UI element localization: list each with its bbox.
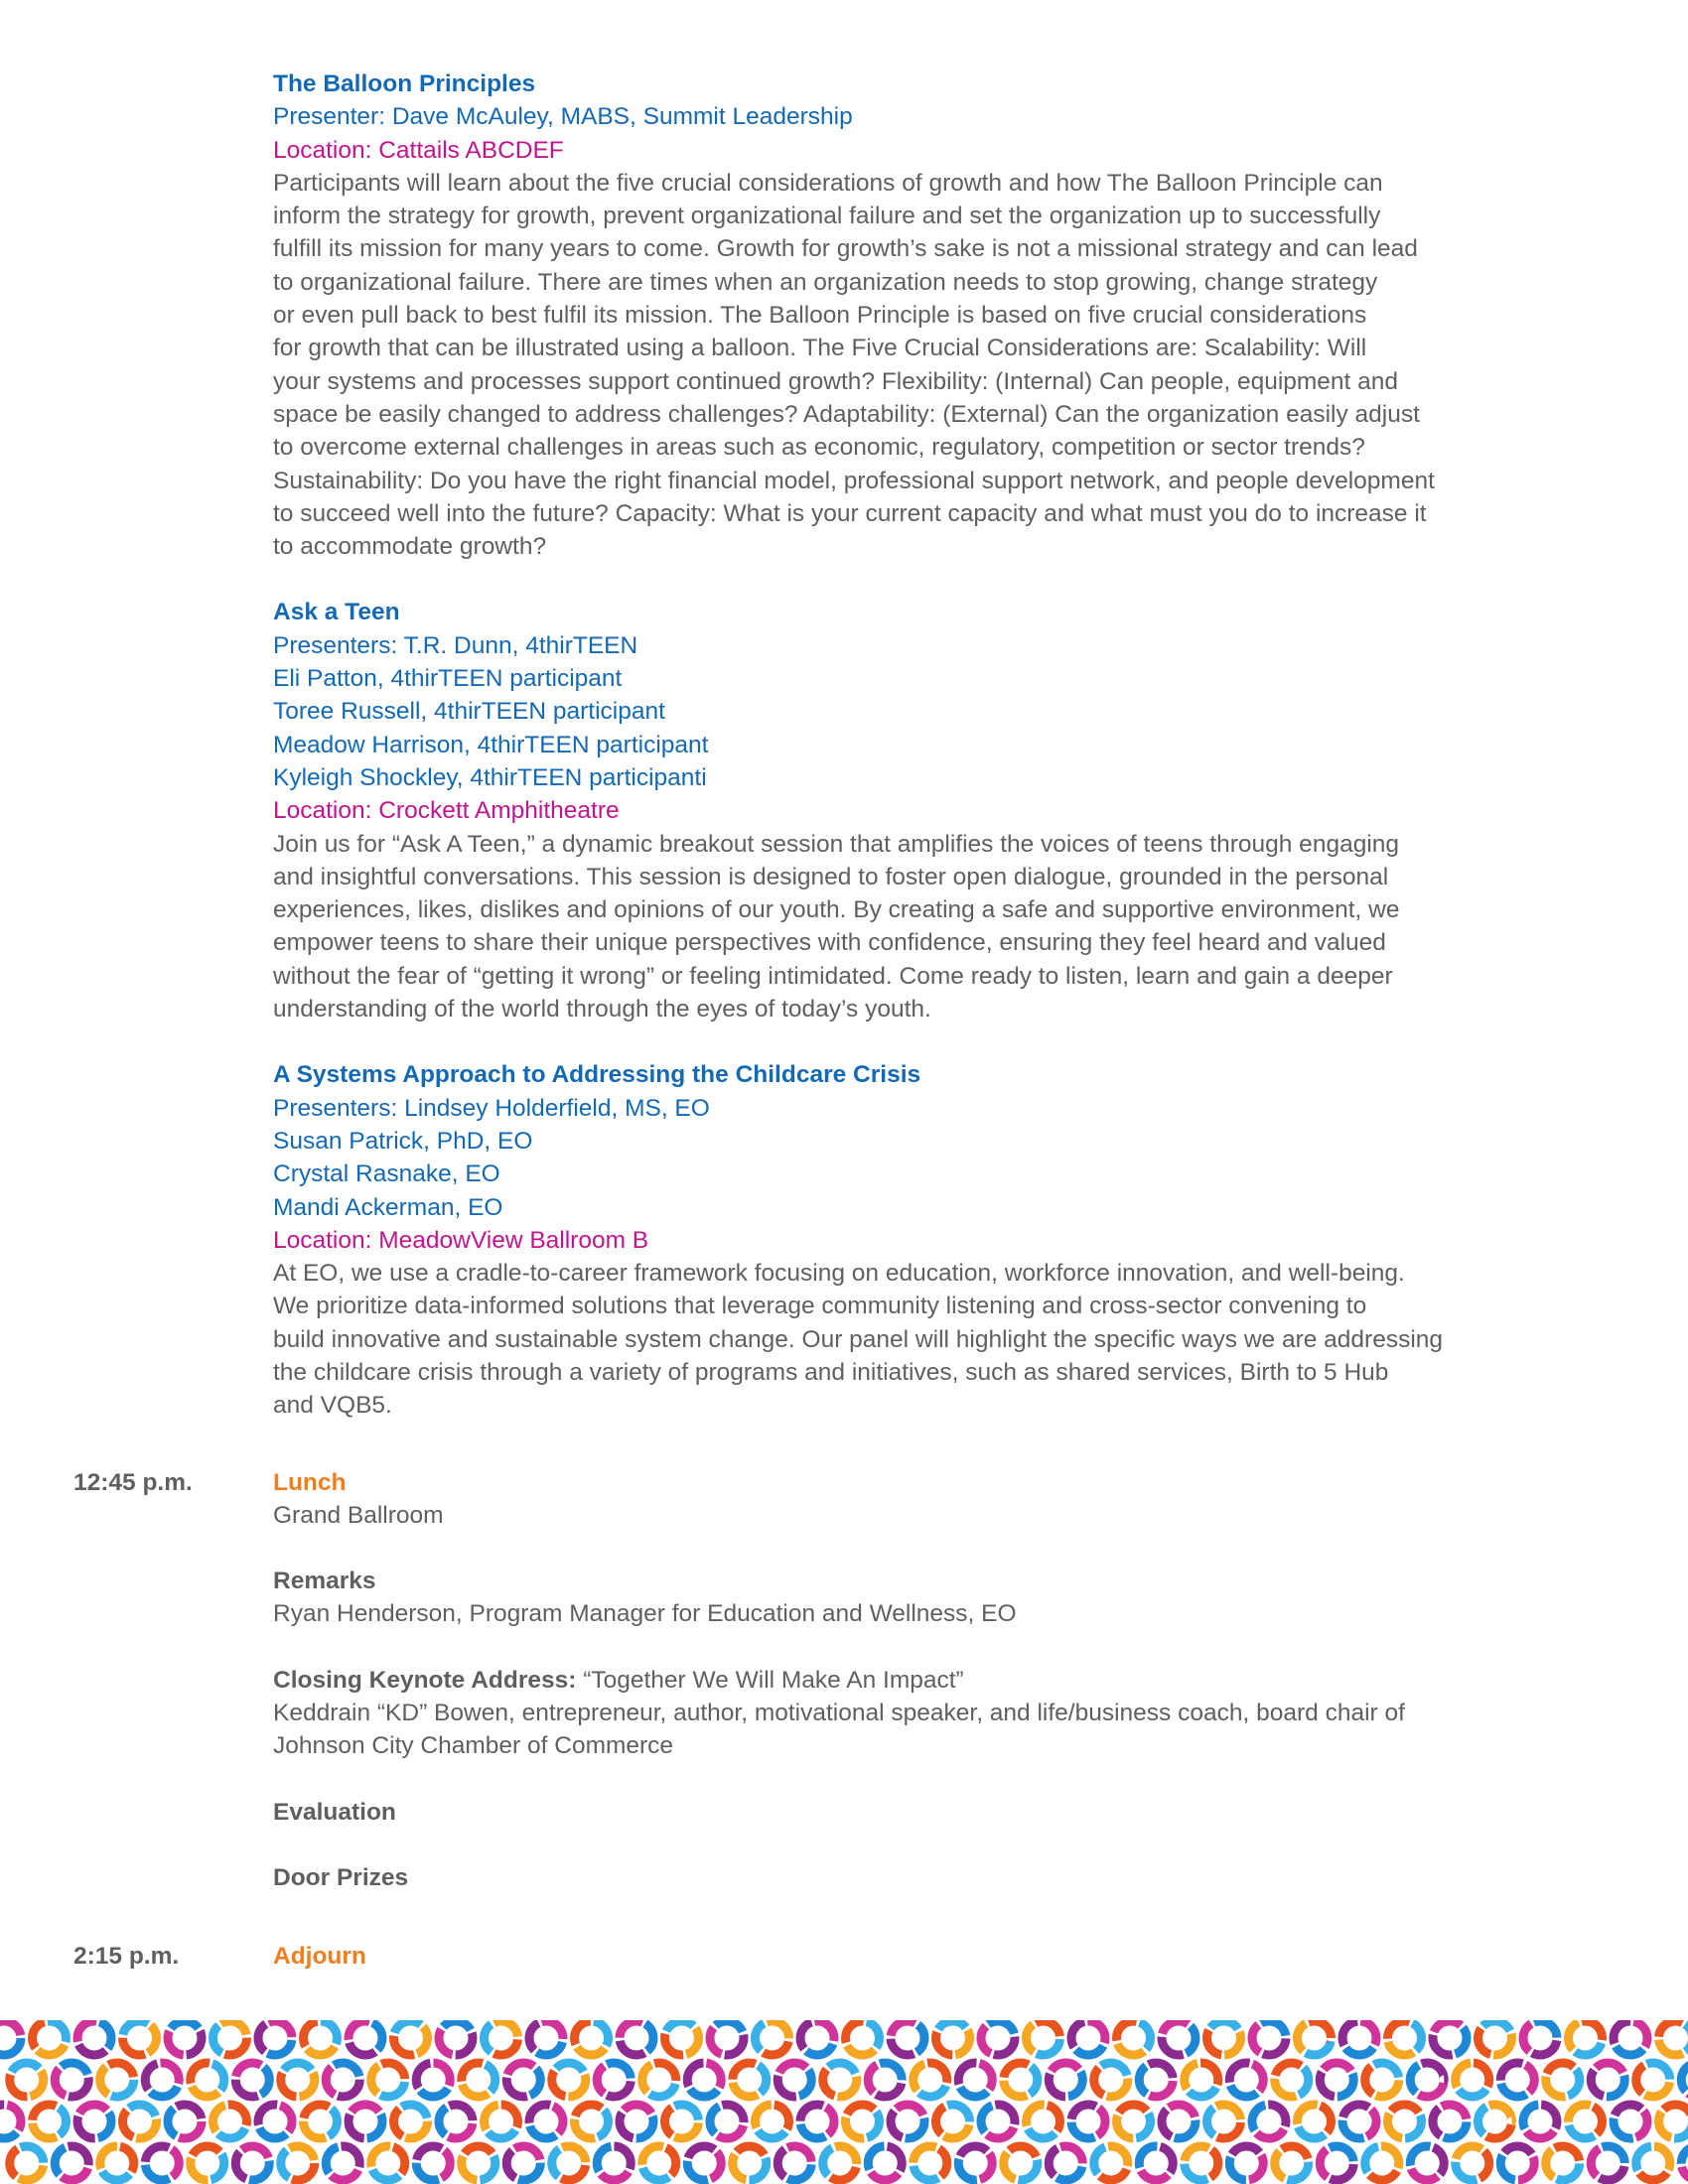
lunch-location: Grand Ballroom bbox=[273, 1501, 444, 1529]
session-presenter: Presenter: Dave McAuley, MABS, Summit Leadership bbox=[273, 103, 853, 131]
ring-ornament bbox=[620, 2021, 653, 2055]
ring-ornament bbox=[823, 2146, 857, 2180]
description-line: to overcome external challenges in areas such as economic, regulatory, competition or sector trends? bbox=[273, 434, 1365, 462]
remarks-heading: Remarks bbox=[273, 1568, 376, 1595]
description-line: experiences, likes, dislikes and opinions of our youth. By creating a safe and supportive environment, we bbox=[273, 896, 1400, 924]
ring-ornament bbox=[439, 2105, 473, 2138]
ring-ornament bbox=[485, 2021, 518, 2055]
ring-ornament bbox=[235, 2063, 269, 2097]
session-title: Ask a Teen bbox=[273, 599, 400, 626]
ring-ornament bbox=[1298, 2105, 1332, 2138]
session-location: Location: MeadowView Ballroom B bbox=[273, 1226, 649, 1254]
ring-ornament bbox=[665, 2021, 699, 2055]
ring-ornament bbox=[1094, 2063, 1128, 2097]
ring-ornament bbox=[1410, 2063, 1444, 2097]
ring-ornament bbox=[1027, 2105, 1060, 2138]
ring-ornament bbox=[1298, 2021, 1332, 2055]
ring-ornament bbox=[756, 2021, 789, 2055]
ring-ornament bbox=[710, 2021, 744, 2055]
description-line: and VQB5. bbox=[273, 1392, 392, 1420]
ring-ornament bbox=[1320, 2146, 1353, 2180]
ring-ornament bbox=[1659, 2021, 1688, 2055]
ring-ornament bbox=[1614, 2105, 1647, 2138]
ring-ornament bbox=[891, 2021, 924, 2055]
description-line: or even pull back to best fulfil its mission. The Balloon Principle is based on five crucial considerations bbox=[273, 302, 1367, 330]
ring-ornament bbox=[1636, 2146, 1670, 2180]
ring-ornament bbox=[1614, 2021, 1647, 2055]
ring-ornament bbox=[914, 2146, 947, 2180]
session-presenter: Toree Russell, 4thirTEEN participant bbox=[273, 698, 665, 726]
ring-ornament bbox=[33, 2105, 67, 2138]
ring-ornament bbox=[597, 2063, 631, 2097]
ring-ornament bbox=[1004, 2146, 1038, 2180]
ring-ornament bbox=[394, 2105, 428, 2138]
ring-ornament bbox=[868, 2146, 902, 2180]
ring-ornament bbox=[371, 2063, 405, 2097]
ring-ornament bbox=[529, 2105, 563, 2138]
session-description bbox=[273, 167, 1623, 564]
decorative-circle-pattern bbox=[0, 2020, 1688, 2184]
ring-ornament bbox=[846, 2105, 880, 2138]
adjourn-time: 2:15 p.m. bbox=[73, 1943, 180, 1971]
ring-ornament bbox=[506, 2146, 540, 2180]
ring-ornament bbox=[55, 2063, 88, 2097]
ring-ornament bbox=[77, 2021, 111, 2055]
ring-ornament bbox=[394, 2021, 428, 2055]
ring-ornament bbox=[1591, 2063, 1624, 2097]
keynote-heading: Closing Keynote Address: bbox=[273, 1666, 577, 1694]
session-title: The Balloon Principles bbox=[273, 70, 536, 97]
ring-ornament bbox=[77, 2105, 111, 2138]
ring-ornament bbox=[981, 2021, 1015, 2055]
ring-ornament bbox=[123, 2105, 157, 2138]
ring-ornament bbox=[281, 2063, 315, 2097]
ring-ornament bbox=[1162, 2105, 1196, 2138]
ring-ornament bbox=[1027, 2021, 1060, 2055]
ring-ornament bbox=[575, 2105, 609, 2138]
session-presenter: Presenters: Lindsey Holderfield, MS, EO bbox=[273, 1094, 710, 1122]
session-presenter: Eli Patton, 4thirTEEN participant bbox=[273, 665, 623, 693]
ring-ornament bbox=[846, 2021, 880, 2055]
ring-ornament bbox=[1433, 2021, 1467, 2055]
description-line: inform the strategy for growth, prevent organizational failure and set the organization up to successfully bbox=[273, 203, 1381, 230]
ring-ornament bbox=[710, 2105, 744, 2138]
ring-ornament bbox=[145, 2063, 179, 2097]
ring-ornament bbox=[1342, 2105, 1376, 2138]
ring-ornament bbox=[733, 2063, 767, 2097]
description-line: build innovative and sustainable system change. Our panel will highlight the specific ways we are addressing bbox=[273, 1325, 1444, 1353]
ring-ornament bbox=[439, 2021, 473, 2055]
ring-ornament bbox=[10, 2063, 44, 2097]
session-presenter: Susan Patrick, PhD, EO bbox=[273, 1127, 533, 1155]
ring-ornament bbox=[506, 2063, 540, 2097]
ring-ornament bbox=[1591, 2146, 1624, 2180]
ring-ornament bbox=[1275, 2146, 1309, 2180]
ring-ornament bbox=[281, 2146, 315, 2180]
ring-ornament bbox=[258, 2105, 292, 2138]
adjourn-title: Adjourn bbox=[273, 1943, 366, 1971]
ring-ornament bbox=[304, 2021, 338, 2055]
ring-ornament bbox=[1094, 2146, 1128, 2180]
ring-ornament bbox=[416, 2146, 450, 2180]
description-line: to succeed well into the future? Capacity: What is your current capacity and what must you do to increase it bbox=[273, 499, 1427, 527]
description-line: empower teens to share their unique perspectives with confidence, ensuring they feel heard and valued bbox=[273, 929, 1386, 957]
ring-ornament bbox=[936, 2105, 970, 2138]
ring-ornament bbox=[168, 2105, 202, 2138]
ring-ornament bbox=[1252, 2105, 1286, 2138]
ring-ornament bbox=[1500, 2063, 1534, 2097]
ring-ornament bbox=[1659, 2105, 1688, 2138]
ring-ornament bbox=[100, 2063, 134, 2097]
ring-ornament bbox=[1185, 2146, 1218, 2180]
ring-ornament bbox=[1207, 2105, 1241, 2138]
ring-ornament bbox=[800, 2021, 834, 2055]
ring-ornament bbox=[123, 2021, 157, 2055]
ring-ornament bbox=[1546, 2146, 1580, 2180]
ring-ornament bbox=[868, 2063, 902, 2097]
ring-ornament bbox=[304, 2105, 338, 2138]
evaluation: Evaluation bbox=[273, 1798, 396, 1826]
session-description bbox=[273, 828, 1623, 1026]
session-balloon-principles bbox=[273, 68, 1623, 563]
ring-ornament bbox=[1546, 2063, 1580, 2097]
ring-ornament bbox=[800, 2105, 834, 2138]
ring-ornament bbox=[213, 2105, 247, 2138]
ring-ornament bbox=[823, 2063, 857, 2097]
ring-ornament bbox=[958, 2146, 992, 2180]
ring-ornament bbox=[936, 2021, 970, 2055]
description-line: and insightful conversations. This session is designed to foster open dialogue, grounded in the personal bbox=[273, 863, 1389, 890]
ring-ornament bbox=[891, 2105, 924, 2138]
ring-ornament bbox=[0, 2021, 21, 2055]
lunch-block bbox=[73, 1466, 1623, 1895]
ring-ornament bbox=[552, 2063, 586, 2097]
ring-ornament bbox=[981, 2105, 1015, 2138]
remarks-text: Ryan Henderson, Program Manager for Education and Wellness, EO bbox=[273, 1600, 1017, 1628]
session-presenter: Kyleigh Shockley, 4thirTEEN participanti bbox=[273, 763, 707, 791]
ring-segment bbox=[1681, 2063, 1688, 2097]
ring-ornament bbox=[1523, 2105, 1557, 2138]
description-line: to organizational failure. There are times when an organization needs to stop growing, change strategy bbox=[273, 268, 1378, 296]
lunch-time: 12:45 p.m. bbox=[73, 1468, 193, 1496]
keynote-title: “Together We Will Make An Impact” bbox=[576, 1666, 964, 1694]
ring-ornament bbox=[1569, 2021, 1603, 2055]
ring-ornament bbox=[1569, 2105, 1603, 2138]
ring-ornament bbox=[1229, 2063, 1263, 2097]
ring-ornament bbox=[1388, 2021, 1422, 2055]
ring-ornament bbox=[1071, 2021, 1105, 2055]
ring-ornament bbox=[1636, 2063, 1670, 2097]
ring-ornament bbox=[552, 2146, 586, 2180]
ring-ornament bbox=[1478, 2021, 1512, 2055]
ring-ornament bbox=[1365, 2063, 1399, 2097]
description-line: We prioritize data-informed solutions that leverage community listening and cross-sector convening to bbox=[273, 1293, 1367, 1320]
ring-ornament bbox=[371, 2146, 405, 2180]
description-line: the childcare crisis through a variety of programs and initiatives, such as shared services, Birth to 5 Hub bbox=[273, 1358, 1389, 1386]
ring-ornament bbox=[687, 2146, 721, 2180]
lunch-title: Lunch bbox=[273, 1468, 347, 1496]
ring-ornament bbox=[10, 2146, 44, 2180]
ring-ornament bbox=[1433, 2105, 1467, 2138]
session-presenter: Presenters: T.R. Dunn, 4thirTEEN bbox=[273, 631, 638, 659]
ring-ornament bbox=[1004, 2063, 1038, 2097]
description-line: space be easily changed to address challenges? Adaptability: (External) Can the organization easily adjust bbox=[273, 400, 1420, 428]
ring-ornament bbox=[914, 2063, 947, 2097]
description-line: Join us for “Ask A Teen,” a dynamic breakout session that amplifies the voices of teens through engaging bbox=[273, 830, 1400, 858]
ring-ornament bbox=[100, 2146, 134, 2180]
ring-ornament bbox=[575, 2021, 609, 2055]
ring-ornament bbox=[235, 2146, 269, 2180]
ring-ornament bbox=[733, 2146, 767, 2180]
ring-ornament bbox=[777, 2063, 811, 2097]
session-description bbox=[273, 1257, 1623, 1422]
ring-ornament bbox=[1456, 2063, 1489, 2097]
agenda-content bbox=[73, 68, 1623, 1974]
ring-ornament bbox=[1252, 2021, 1286, 2055]
description-line: Sustainability: Do you have the right financial model, professional support network, and people development bbox=[273, 467, 1435, 494]
ring-ornament bbox=[1365, 2146, 1399, 2180]
description-line: without the fear of “getting it wrong” or feeling intimidated. Come ready to listen, learn and gain a deeper bbox=[273, 962, 1393, 990]
ring-ornament bbox=[416, 2063, 450, 2097]
session-ask-a-teen bbox=[273, 596, 1623, 1025]
ring-ornament bbox=[1410, 2146, 1444, 2180]
door-prizes: Door Prizes bbox=[273, 1863, 409, 1891]
ring-ornament bbox=[1162, 2021, 1196, 2055]
ring-ornament bbox=[191, 2063, 224, 2097]
ring-ornament bbox=[642, 2146, 676, 2180]
ring-ornament bbox=[349, 2105, 382, 2138]
ring-ornament bbox=[258, 2021, 292, 2055]
description-line: to accommodate growth? bbox=[273, 533, 547, 561]
ring-ornament bbox=[620, 2105, 653, 2138]
ring-ornament bbox=[1500, 2146, 1534, 2180]
ring-ornament bbox=[349, 2021, 382, 2055]
ring-ornament bbox=[462, 2146, 495, 2180]
ring-ornament bbox=[597, 2146, 631, 2180]
ring-ornament bbox=[1117, 2021, 1151, 2055]
session-location: Location: Crockett Amphitheatre bbox=[273, 797, 620, 825]
ring-ornament bbox=[1049, 2063, 1082, 2097]
description-line: for growth that can be illustrated using a balloon. The Five Crucial Considerations are: Scalability: Will bbox=[273, 335, 1367, 362]
description-line: understanding of the world through the eyes of today’s youth. bbox=[273, 996, 931, 1024]
session-title: A Systems Approach to Addressing the Childcare Crisis bbox=[273, 1061, 921, 1089]
ring-ornament bbox=[326, 2063, 359, 2097]
ring-ornament bbox=[462, 2063, 495, 2097]
session-childcare-crisis bbox=[273, 1058, 1623, 1422]
ring-ornament bbox=[1049, 2146, 1082, 2180]
ring-ornament bbox=[1185, 2063, 1218, 2097]
ring-ornament bbox=[665, 2105, 699, 2138]
session-presenter: Crystal Rasnake, EO bbox=[273, 1160, 500, 1188]
keynote-speaker: Johnson City Chamber of Commerce bbox=[273, 1732, 674, 1760]
ring-ornament bbox=[33, 2021, 67, 2055]
session-location: Location: Cattails ABCDEF bbox=[273, 136, 564, 164]
ring-ornament bbox=[642, 2063, 676, 2097]
description-line: Participants will learn about the five crucial considerations of growth and how The Balloon Principle can bbox=[273, 169, 1383, 197]
ring-ornament bbox=[756, 2105, 789, 2138]
description-line: At EO, we use a cradle-to-career framework focusing on education, workforce innovation, and well-being. bbox=[273, 1260, 1405, 1288]
ring-ornament bbox=[0, 2105, 21, 2138]
ring-ornament bbox=[1456, 2146, 1489, 2180]
ring-ornament bbox=[1478, 2105, 1512, 2138]
ring-ornament bbox=[529, 2021, 563, 2055]
ring-ornament bbox=[168, 2021, 202, 2055]
ring-ornament bbox=[1071, 2105, 1105, 2138]
ring-ornament bbox=[1523, 2021, 1557, 2055]
ring-ornament bbox=[687, 2063, 721, 2097]
ring-ornament bbox=[485, 2105, 518, 2138]
session-presenter: Meadow Harrison, 4thirTEEN participant bbox=[273, 731, 709, 758]
ring-ornament bbox=[1681, 2063, 1688, 2097]
keynote-line bbox=[273, 1664, 1623, 1697]
ring-ornament bbox=[213, 2021, 247, 2055]
ring-ornament bbox=[1139, 2063, 1173, 2097]
ring-ornament bbox=[55, 2146, 88, 2180]
ring-ornament bbox=[1117, 2105, 1151, 2138]
ring-ornament bbox=[145, 2146, 179, 2180]
ring-ornament bbox=[1229, 2146, 1263, 2180]
ring-ornament bbox=[326, 2146, 359, 2180]
ring-ornament bbox=[777, 2146, 811, 2180]
ring-ornament bbox=[1388, 2105, 1422, 2138]
description-line: your systems and processes support continued growth? Flexibility: (Internal) Can people, equipment and bbox=[273, 367, 1399, 395]
adjourn-block bbox=[73, 1940, 1623, 1973]
session-presenter: Mandi Ackerman, EO bbox=[273, 1193, 503, 1221]
ring-ornament bbox=[1275, 2063, 1309, 2097]
ring-ornament bbox=[1320, 2063, 1353, 2097]
description-line: fulfill its mission for many years to come. Growth for growth’s sake is not a missional strategy and can lead bbox=[273, 235, 1418, 263]
ring-ornament bbox=[1139, 2146, 1173, 2180]
ring-ornament bbox=[1342, 2021, 1376, 2055]
ring-ornament bbox=[958, 2063, 992, 2097]
ring-ornament bbox=[1207, 2021, 1241, 2055]
keynote-speaker: Keddrain “KD” Bowen, entrepreneur, author, motivational speaker, and life/business coach, board chair of bbox=[273, 1700, 1405, 1727]
ring-ornament bbox=[191, 2146, 224, 2180]
ring-ornament bbox=[1681, 2146, 1688, 2180]
